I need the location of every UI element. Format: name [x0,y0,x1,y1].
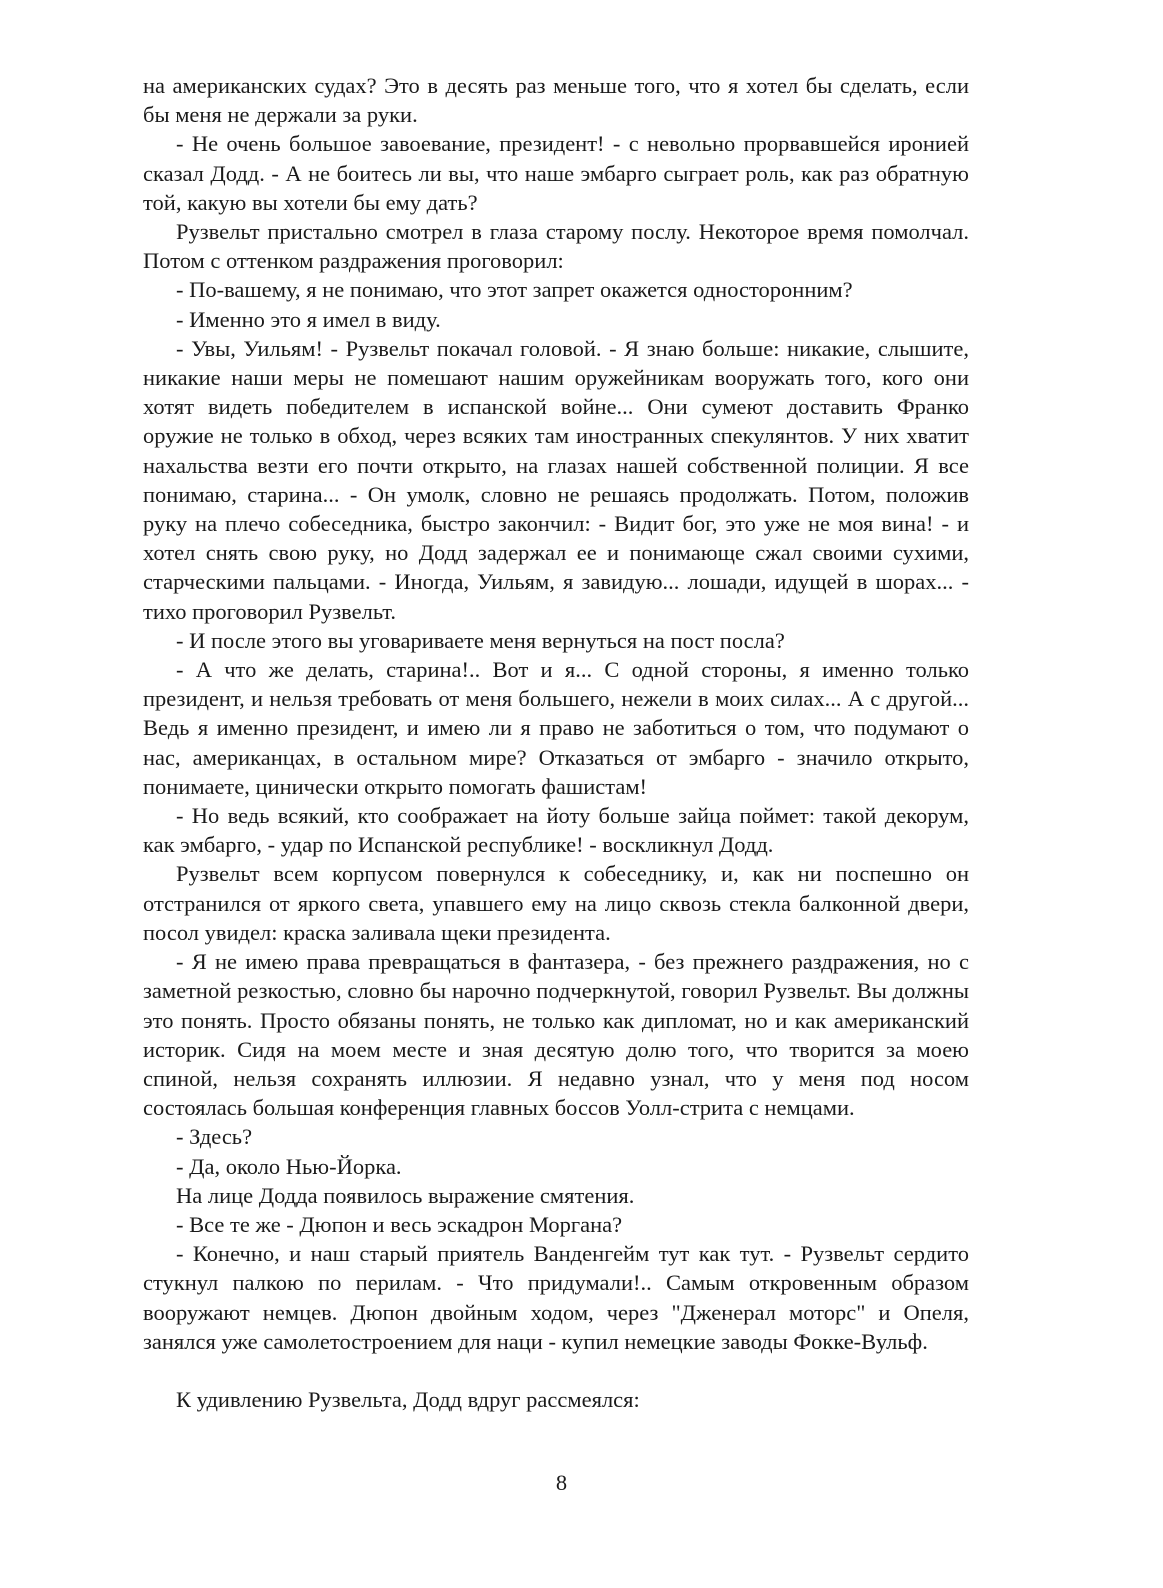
paragraph: - Конечно, и наш старый приятель Ванденгейм тут как тут. - Рузвельт сердито стукнул палкою по перилам. - Что придумали!.. Самым откровенным образом вооружают немцев. Дюпон двойным ходом, через "Дженерал моторс" и Опеля, занялся уже самолетостроением для наци - купил немецкие заводы Фокке-Вульф. [143,1241,969,1354]
paragraph: Рузвельт пристально смотрел в глаза старому послу. Некоторое время помолчал. Потом с оттенком раздражения проговорил: [143,219,969,274]
paragraph: - И после этого вы уговариваете меня вернуться на пост посла? [176,627,785,653]
paragraph: - По-вашему, я не понимаю, что этот запрет окажется односторонним? [176,277,853,303]
paragraph: Рузвельт всем корпусом повернулся к собеседнику, и, как ни поспешно он отстранился от яркого света, упавшего ему на лицо сквозь стекла балконной двери, посол увидел: краска заливала щеки президента. [143,861,969,945]
paragraph: - Все те же - Дюпон и весь эскадрон Моргана? [176,1211,623,1237]
paragraph: На лице Додда появилось выражение смятения. [176,1182,635,1208]
paragraph: - Здесь? [176,1124,253,1150]
paragraph: К удивлению Рузвельта, Додд вдруг рассмеялся: [176,1386,640,1412]
body-text [143,71,969,1414]
paragraph: - Именно это я имел в виду. [176,306,441,332]
paragraph: - Да, около Нью-Йорка. [176,1153,402,1179]
paragraph: - Не очень большое завоевание, президент! - с невольно прорвавшейся иронией сказал Додд. - А не боитесь ли вы, что наше эмбарго сыграет роль, как раз обратную той, какую вы хотели бы ему дать? [143,131,969,215]
paragraph: - Увы, Уильям! - Рузвельт покачал головой. - Я знаю больше: никакие, слышите, никакие наши меры не помешают нашим оружейникам вооружать того, кого они хотят видеть победителем в испанской войне... Они сумеют доставить Франко оружие не только в обход, через всяких там иностранных спекулянтов. У них хватит нахальства везти его почти открыто, на глазах нашей собственной полиции. Я все понимаю, старина... - Он умолк, словно не решаясь продолжать. Потом, положив руку на плечо собеседника, быстро закончил: - Видит бог, это уже не моя вина! - и хотел снять свою руку, но Додд задержал ее и понимающе сжал своими сухими, старческими пальцами. - Иногда, Уильям, я завидую... лошади, идущей в шорах... - тихо проговорил Рузвельт. [143,335,969,624]
page-number: 8 [555,1470,568,1495]
paragraph: - А что же делать, старина!.. Вот и я... С одной стороны, я именно только президент, и нельзя требовать от меня большего, нежели в моих силах... А с другой... Ведь я именно президент, и имею ли я право не заботиться о том, что подумают о нас, американцах, в остальном мире? Отказаться от эмбарго - значило открыто, понимаете, цинически открыто помогать фашистам! [143,657,969,799]
paragraph: - Но ведь всякий, кто соображает на йоту больше зайца поймет: такой декорум, как эмбарго, - удар по Испанской республике! - воскликнул Додд. [143,803,969,858]
paragraph: на американских судах? Это в десять раз меньше того, что я хотел бы сделать, если бы меня не держали за руки. [143,73,969,128]
paragraph: - Я не имею права превращаться в фантазера, - без прежнего раздражения, но с заметной резкостью, словно бы нарочно подчеркнутой, говорил Рузвельт. Вы должны это понять. Просто обязаны понять, не только как дипломат, но и как американский историк. Сидя на моем месте и зная десятую долю того, что творится за моею спиной, нельзя сохранять иллюзии. Я недавно узнал, что у меня под носом состоялась большая конференция главных боссов Уолл-стрита с немцами. [143,949,969,1121]
